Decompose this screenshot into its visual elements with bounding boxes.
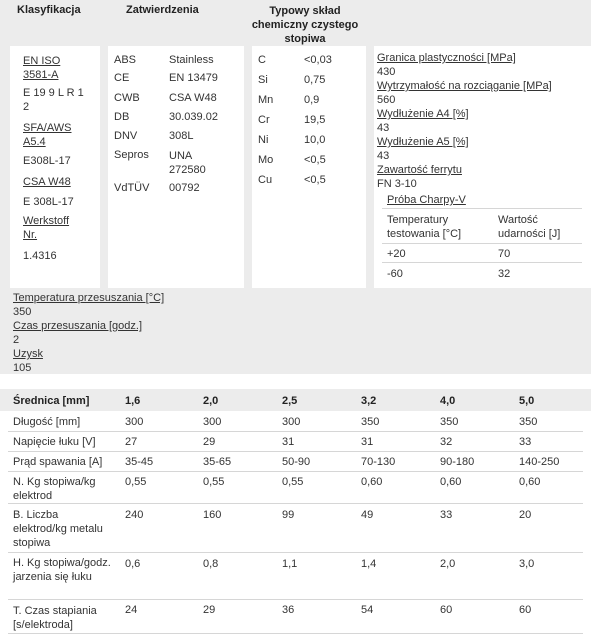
param-value: 99 — [282, 509, 295, 521]
param-value: 32 — [440, 436, 453, 448]
param-value: 27 — [125, 436, 138, 448]
param-value: 33 — [440, 509, 453, 521]
param-value: 29 — [203, 604, 216, 616]
param-value: 160 — [203, 509, 222, 521]
mech-label: Wydłużenie A4 [%] — [377, 108, 469, 120]
param-label: N. Kg stopiwa/kg elektrod — [13, 476, 96, 502]
param-value: 29 — [203, 436, 216, 448]
param-value: 2,0 — [440, 558, 456, 570]
approval-org: Sepros — [114, 149, 149, 161]
col-separator-3 — [366, 46, 374, 288]
param-value: 90-180 — [440, 456, 475, 468]
param-value: 31 — [282, 436, 295, 448]
param-value: 54 — [361, 604, 374, 616]
param-value: 0,60 — [361, 476, 383, 488]
param-value: 350 — [440, 416, 459, 428]
chem-element: Mo — [258, 154, 274, 166]
charpy-val: 32 — [498, 268, 511, 280]
charpy-val: 70 — [498, 248, 511, 260]
param-value: 60 — [440, 604, 453, 616]
drying-label: Czas przesuszania [godz.] — [13, 320, 143, 332]
mech-label: Wytrzymałość na rozciąganie [MPa] — [377, 80, 552, 92]
drying-label: Uzysk — [13, 348, 43, 360]
header-klasyfikacja: Klasyfikacja — [17, 4, 81, 16]
classification-value: E308L-17 — [23, 155, 71, 167]
param-value: 20 — [519, 509, 532, 521]
charpy-title: Próba Charpy-V — [387, 194, 466, 206]
approval-org: CE — [114, 72, 130, 84]
param-value: 350 — [361, 416, 380, 428]
charpy-col-value: Wartość udarności [J] — [498, 214, 561, 240]
approval-org: DB — [114, 111, 130, 123]
param-value: 33 — [519, 436, 532, 448]
param-value: 36 — [282, 604, 295, 616]
param-value: 70-130 — [361, 456, 396, 468]
param-label: T. Czas stapiania [s/elektroda] — [13, 605, 97, 631]
param-value: 0,55 — [125, 476, 147, 488]
drying-value: 350 — [13, 306, 32, 318]
param-value: 3,0 — [519, 558, 535, 570]
approval-value: 30.039.02 — [169, 111, 218, 123]
approval-value: 308L — [169, 130, 194, 142]
chem-value: 0,75 — [304, 74, 326, 86]
approval-value: CSA W48 — [169, 92, 217, 104]
classification-label: EN ISO 3581-A — [23, 55, 61, 81]
chem-value: <0,5 — [304, 154, 326, 166]
mech-value: 430 — [377, 66, 396, 78]
param-value: 1,1 — [282, 558, 298, 570]
param-value: 300 — [282, 416, 301, 428]
classification-value: E 308L-17 — [23, 196, 74, 208]
param-label: B. Liczba elektrod/kg metalu stopiwa — [13, 509, 103, 549]
approval-org: DNV — [114, 130, 138, 142]
approval-org: VdTÜV — [114, 182, 150, 194]
param-value: 35-65 — [203, 456, 232, 468]
header-sklad: Typowy skład chemiczny czystego stopiwa — [251, 5, 359, 45]
classification-value: 1.4316 — [23, 250, 57, 262]
chem-element: C — [258, 54, 266, 66]
mech-label: Zawartość ferrytu — [377, 164, 462, 176]
param-label: Prąd spawania [A] — [13, 456, 103, 468]
mech-value: 43 — [377, 150, 390, 162]
charpy-row-line — [382, 262, 582, 263]
approval-org: ABS — [114, 54, 137, 66]
chem-value: <0,03 — [304, 54, 332, 66]
mech-value: 43 — [377, 122, 390, 134]
diameter-value: 2,0 — [203, 395, 219, 407]
param-value: 300 — [203, 416, 222, 428]
charpy-row-line — [382, 243, 582, 244]
param-value: 0,55 — [282, 476, 304, 488]
approval-value: 00792 — [169, 182, 200, 194]
param-value: 50-90 — [282, 456, 311, 468]
param-label: Długość [mm] — [13, 416, 81, 428]
left-strip — [0, 46, 10, 288]
param-value: 0,60 — [519, 476, 541, 488]
classification-label: CSA W48 — [23, 176, 71, 188]
drying-value: 105 — [13, 362, 32, 374]
charpy-header-line — [382, 208, 582, 209]
param-value: 140-250 — [519, 456, 560, 468]
chem-element: Si — [258, 74, 268, 86]
charpy-col-temp: Temperatury testowania [°C] — [387, 214, 462, 240]
charpy-temp: +20 — [387, 248, 406, 260]
mech-value: FN 3-10 — [377, 178, 417, 190]
approval-value: Stainless — [169, 54, 214, 66]
mech-value: 560 — [377, 94, 396, 106]
param-value: 24 — [125, 604, 138, 616]
param-value: 0,55 — [203, 476, 225, 488]
chem-value: <0,5 — [304, 174, 326, 186]
param-value: 49 — [361, 509, 374, 521]
diameter-value: 4,0 — [440, 395, 456, 407]
classification-label: SFA/AWS A5.4 — [23, 122, 72, 148]
param-value: 1,4 — [361, 558, 377, 570]
drying-label: Temperatura przesuszania [°C] — [13, 292, 165, 304]
param-label: H. Kg stopiwa/godz. jarzenia się łuku — [13, 557, 111, 583]
param-value: 240 — [125, 509, 144, 521]
param-value: 0,60 — [440, 476, 462, 488]
param-value: 31 — [361, 436, 374, 448]
mech-label: Granica plastyczności [MPa] — [377, 52, 516, 64]
diameter-value: 1,6 — [125, 395, 141, 407]
param-value: 35-45 — [125, 456, 154, 468]
diameter-value: 5,0 — [519, 395, 535, 407]
classification-label: Werkstoff Nr. — [23, 215, 70, 241]
approval-value: UNA 272580 — [169, 150, 206, 176]
chem-element: Cu — [258, 174, 273, 186]
param-value: 0,8 — [203, 558, 219, 570]
charpy-temp: -60 — [387, 268, 403, 280]
chem-value: 19,5 — [304, 114, 326, 126]
chem-element: Ni — [258, 134, 269, 146]
param-value: 350 — [519, 416, 538, 428]
param-value: 0,6 — [125, 558, 141, 570]
approval-org: CWB — [114, 92, 140, 104]
param-value: 300 — [125, 416, 144, 428]
param-value: 60 — [519, 604, 532, 616]
col-separator-2 — [244, 46, 252, 288]
param-label: Napięcie łuku [V] — [13, 436, 96, 448]
chem-value: 0,9 — [304, 94, 320, 106]
chem-element: Mn — [258, 94, 274, 106]
classification-value: E 19 9 L R 1 2 — [23, 87, 84, 113]
chem-value: 10,0 — [304, 134, 326, 146]
diameter-value: 3,2 — [361, 395, 377, 407]
drying-value: 2 — [13, 334, 20, 346]
mech-label: Wydłużenie A5 [%] — [377, 136, 469, 148]
params-header-label: Średnica [mm] — [13, 395, 90, 407]
diameter-value: 2,5 — [282, 395, 298, 407]
col-separator-1 — [100, 46, 108, 288]
approval-value: EN 13479 — [169, 72, 218, 84]
chem-element: Cr — [258, 114, 270, 126]
header-zatwierdzenia: Zatwierdzenia — [126, 4, 199, 16]
